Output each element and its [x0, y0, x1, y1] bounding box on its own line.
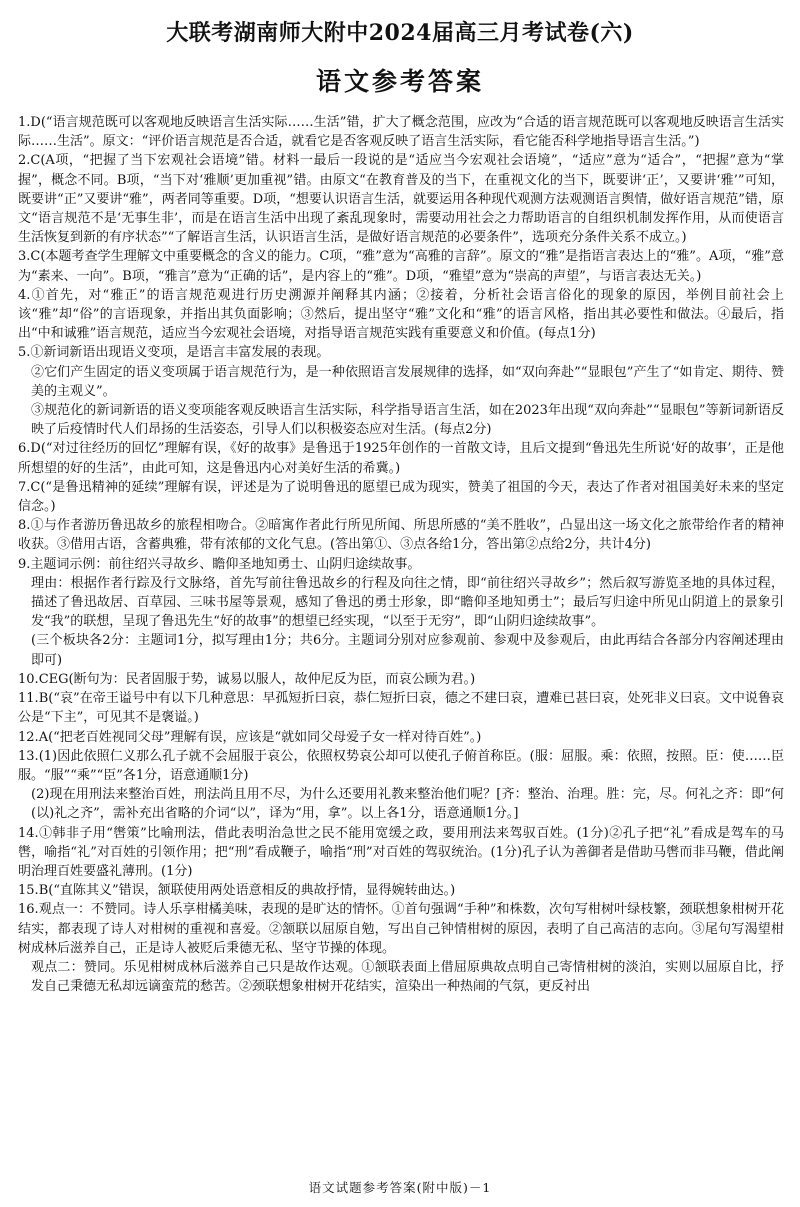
answer-body: (2)现在用刑法来整治百姓，刑法尚且用不尽，为什么还要用礼教来整治他们呢？[齐：整治、治理。胜：完，尽。何礼之齐：即“何(以)礼之齐”，需补充出省略的介词“以”，译为“用，拿”。以上各1分，语意通顺1分。]	[31, 787, 784, 822]
answer-item	[18, 516, 784, 554]
answer-number: 2.	[18, 153, 31, 169]
answer-number: 7.	[18, 479, 31, 495]
answer-text	[18, 286, 784, 344]
answer-item	[18, 881, 784, 900]
answer-text	[18, 516, 784, 554]
answer-number: 6.	[18, 441, 31, 457]
answer-item	[18, 747, 784, 824]
answer-number: 12.	[18, 729, 39, 745]
answer-number: 9.	[18, 556, 31, 572]
answer-number: 4.	[18, 287, 31, 303]
answer-number: 8.	[18, 518, 31, 534]
answer-item	[18, 151, 784, 247]
answer-text-continued	[18, 631, 784, 669]
answer-text	[18, 670, 784, 689]
answer-item	[18, 555, 784, 670]
answer-text	[18, 689, 784, 727]
answer-text	[18, 555, 784, 574]
answer-text-continued	[18, 401, 784, 439]
answer-body: B(“直陈其义”错误，颔联使用两处语意相反的典故抒情，显得婉转曲达。)	[38, 883, 456, 899]
answer-body: ①新词新语出现语义变项，是语言丰富发展的表现。	[30, 345, 330, 361]
answer-text	[18, 900, 784, 958]
answer-number: 13.	[18, 748, 39, 764]
answer-body: (1)因此依照仁义那么孔子就不会屈服于哀公，依照权势哀公却可以使孔子俯首称臣。(服：屈服。乘：依照，按照。臣：使……臣服。“服”“乘”“臣”各1分，语意通顺1分)	[18, 748, 784, 783]
answer-body: 理由：根据作者行踪及行文脉络，首先写前往鲁迅故乡的行程及向往之情，即“前往绍兴寻故乡”；然后叙写游览圣地的具体过程，描述了鲁迅故居、百草园、三味书屋等景观，感知了鲁迅的勇士形象，即“瞻仰圣地知勇士”；最后写归途中所见山阴道上的景象引发“我”的联想，呈现了鲁迅先生“好的故事”的想望已经实现，“以至于无穷”，即“山阴归途续故事”。	[31, 575, 784, 630]
answer-item	[18, 900, 784, 996]
answer-text	[18, 824, 784, 882]
answer-body: CEG(断句为：民者固服于势，诚易以服人，故仲尼反为臣，而哀公顾为君。)	[38, 671, 476, 687]
answer-body: 主题词示例：前往绍兴寻故乡、瞻仰圣地知勇士、山阴归途续故事。	[30, 556, 421, 572]
answer-text	[18, 478, 784, 516]
answer-body: B(“哀”在帝王谥号中有以下几种意思：早孤短折曰哀，恭仁短折曰哀，德之不建曰哀，遭难已甚曰哀，处死非义曰哀。文中说鲁哀公是“下主”，可见其不是褒谥。)	[18, 691, 784, 726]
answer-text	[18, 881, 784, 900]
answer-item	[18, 343, 784, 439]
answer-item	[18, 439, 784, 477]
answer-body: ①首先，对“雅正”的语言规范观进行历史溯源并阐释其内涵；②接着，分析社会语言俗化的现象的原因，举例目前社会上该“雅”却“俗”的言语现象，并指出其负面影响；③然后，提出坚守“雅”文化和“雅”的语言风格，指出其必要性和做法。④最后，指出“中和诚雅”语言规范，适应当今宏观社会语境，对指导语言规范实践有重要意义和价值。(每点1分)	[18, 287, 784, 342]
answer-text-continued	[18, 363, 784, 401]
answer-body: C(A项，“把握了当下宏观社会语境”错。材料一最后一段说的是“适应当今宏观社会语境”，“适应”意为“适合”，“把握”意为“掌握”，概念不同。B项，“当下对‘雅顺’更加重视”错。由原文“在教育普及的当下，在重视文化的当下，既要讲‘正’，又要讲‘雅’”可知，既要讲“正”又要讲“雅”，两者同等重要。D项，“想要认识语言生活，就要运用各种现代观测方法观测语言舆情，做好语言规范”错，原文“语言规范不是‘无事生非’，而是在语言生活中出现了紊乱现象时，需要动用社会之力帮助语言的自组织机制发挥作用，从而使语言生活恢复到新的有序状态”“了解语言生活，认识语言生活，是做好语言规范的必要条件”，选项充分条件关系不成立。)	[18, 153, 784, 246]
answer-number: 1.	[18, 115, 31, 130]
answer-item	[18, 670, 784, 689]
answer-text	[18, 113, 784, 151]
answer-number: 5.	[18, 345, 31, 361]
answer-number: 11.	[18, 691, 39, 707]
answer-body: C(本题考查学生理解文中重要概念的含义的能力。C项，“雅”意为“高雅的言辞”。原文的“雅”是指语言表达上的“雅”。A项，“雅”意为“素来、一向”。B项，“雅言”意为“正确的话”，是内容上的“雅”。D项，“雅望”意为“崇高的声望”，与语言表达无关。)	[18, 249, 784, 284]
answer-item	[18, 113, 784, 151]
answer-body: 观点一：不赞同。诗人乐享柑橘美味，表现的是旷达的情怀。①首句强调“手种”和株数，次句写柑树叶绿枝繁，颈联想象柑树开花结实，都表现了诗人对柑树的重视和喜爱。②颔联以屈原自勉，写出自己钟情柑树的原因，表明了自己高洁的志向。③尾句写渴望柑树成林后滋养自己，正是诗人被贬后秉德无私、坚守节操的体现。	[18, 902, 784, 956]
answer-body: ①与作者游历鲁迅故乡的旅程相吻合。②暗寓作者此行所见所闻、所思所感的“美不胜收”，凸显出这一场文化之旅带给作者的精神收获。③借用古语，含蓄典雅，带有浓郁的文化气息。(答出第①、③点各给1分，答出第②点给2分，共计4分)	[18, 518, 784, 553]
answer-body: C(“是鲁迅精神的延续”理解有误，评述是为了说明鲁迅的愿望已成为现实，赞美了祖国的今天，表达了作者对祖国美好未来的坚定信念。)	[18, 479, 784, 515]
answer-key-heading: 语文参考答案	[315, 67, 484, 96]
exam-title: 大联考湖南师大附中2024届高三月考试卷(六)	[166, 20, 634, 46]
answer-body: ①韩非子用“辔策”比喻刑法，借此表明治急世之民不能用宽缓之政，要用刑法来驾驭百姓。(1分)②孔子把“礼”看成是驾车的马辔，喻指“礼”对百姓的引领作用；把“刑”看成鞭子，喻指“刑”对百姓的驾驭统治。(1分)孔子认为善御者是借助马辔而非马鞭，借此阐明治理百姓要盛礼薄刑。(1分)	[18, 825, 784, 879]
answer-body: 观点二：赞同。乐见柑树成林后滋养自己只是故作达观。①颔联表面上借屈原典故点明自己寄情柑树的淡泊，实则以屈原自比，抒发自己秉德无私却远谪蛮荒的愁苦。②颈联想象柑树开花结实，渲染出一种热闹的气氛，更反衬出	[31, 959, 784, 995]
answer-body: D(“对过往经历的回忆”理解有误，《好的故事》是鲁迅于1925年创作的一首散文诗，且后文提到“鲁迅先生所说‘好的故事’，正是他所想望的好的生活”，由此可知，这是鲁迅内心对美好生活的希冀。)	[18, 441, 784, 476]
answer-text	[18, 151, 784, 247]
answer-text-continued	[18, 574, 784, 632]
answer-item	[18, 247, 784, 285]
answer-body: D(“语言规范既可以客观地反映语言生活实际……生活”错，扩大了概念范围，应改为“合适的语言规范既可以客观地反映语言生活实际……生活”。原文：“评价语言规范是否合适，就看它是否客观反映了语言生活实际，看它能否科学地指导语言生活。”)	[18, 115, 784, 150]
answer-item	[18, 728, 784, 747]
answer-number: 3.	[18, 249, 31, 265]
answer-number: 10.	[18, 671, 39, 687]
answer-item	[18, 286, 784, 344]
answer-item	[18, 824, 784, 882]
answer-number: 14.	[18, 825, 39, 841]
answer-body: A(“把老百姓视同父母”理解有误，应该是“就如同父母爱子女一样对待百姓”。)	[38, 729, 482, 745]
answer-body: (三个板块各2分：主题词1分，拟写理由1分；共6分。主题词分别对应参观前、参观中及参观后，由此再结合各部分内容阐述理由即可)	[31, 633, 784, 668]
answer-text	[18, 247, 784, 285]
answer-text	[18, 343, 784, 362]
answer-text-continued	[18, 785, 784, 823]
answer-text	[18, 747, 784, 785]
answer-body: ②它们产生固定的语义变项属于语言规范行为，是一种依照语言发展规律的选择，如“双向奔赴”“显眼包”产生了“如肯定、期待、赞美的主观义”。	[31, 364, 784, 399]
answer-text	[18, 728, 784, 747]
answer-number: 15.	[18, 883, 39, 899]
page-footer: 语文试题参考答案(附中版)－1	[308, 1180, 492, 1195]
answer-text-continued	[18, 958, 784, 996]
answer-text	[18, 439, 784, 477]
answer-list	[18, 113, 784, 996]
answer-body: ③规范化的新词新语的语义变项能客观反映语言生活实际，科学指导语言生活，如在2023年出现“双向奔赴”“显眼包”等新词新语反映了后疫情时代人们昂扬的生活姿态，引导人们以积极姿态应对生活。(每点2分)	[31, 403, 784, 438]
answer-item	[18, 689, 784, 727]
answer-item	[18, 478, 784, 516]
answer-number: 16.	[18, 902, 39, 918]
